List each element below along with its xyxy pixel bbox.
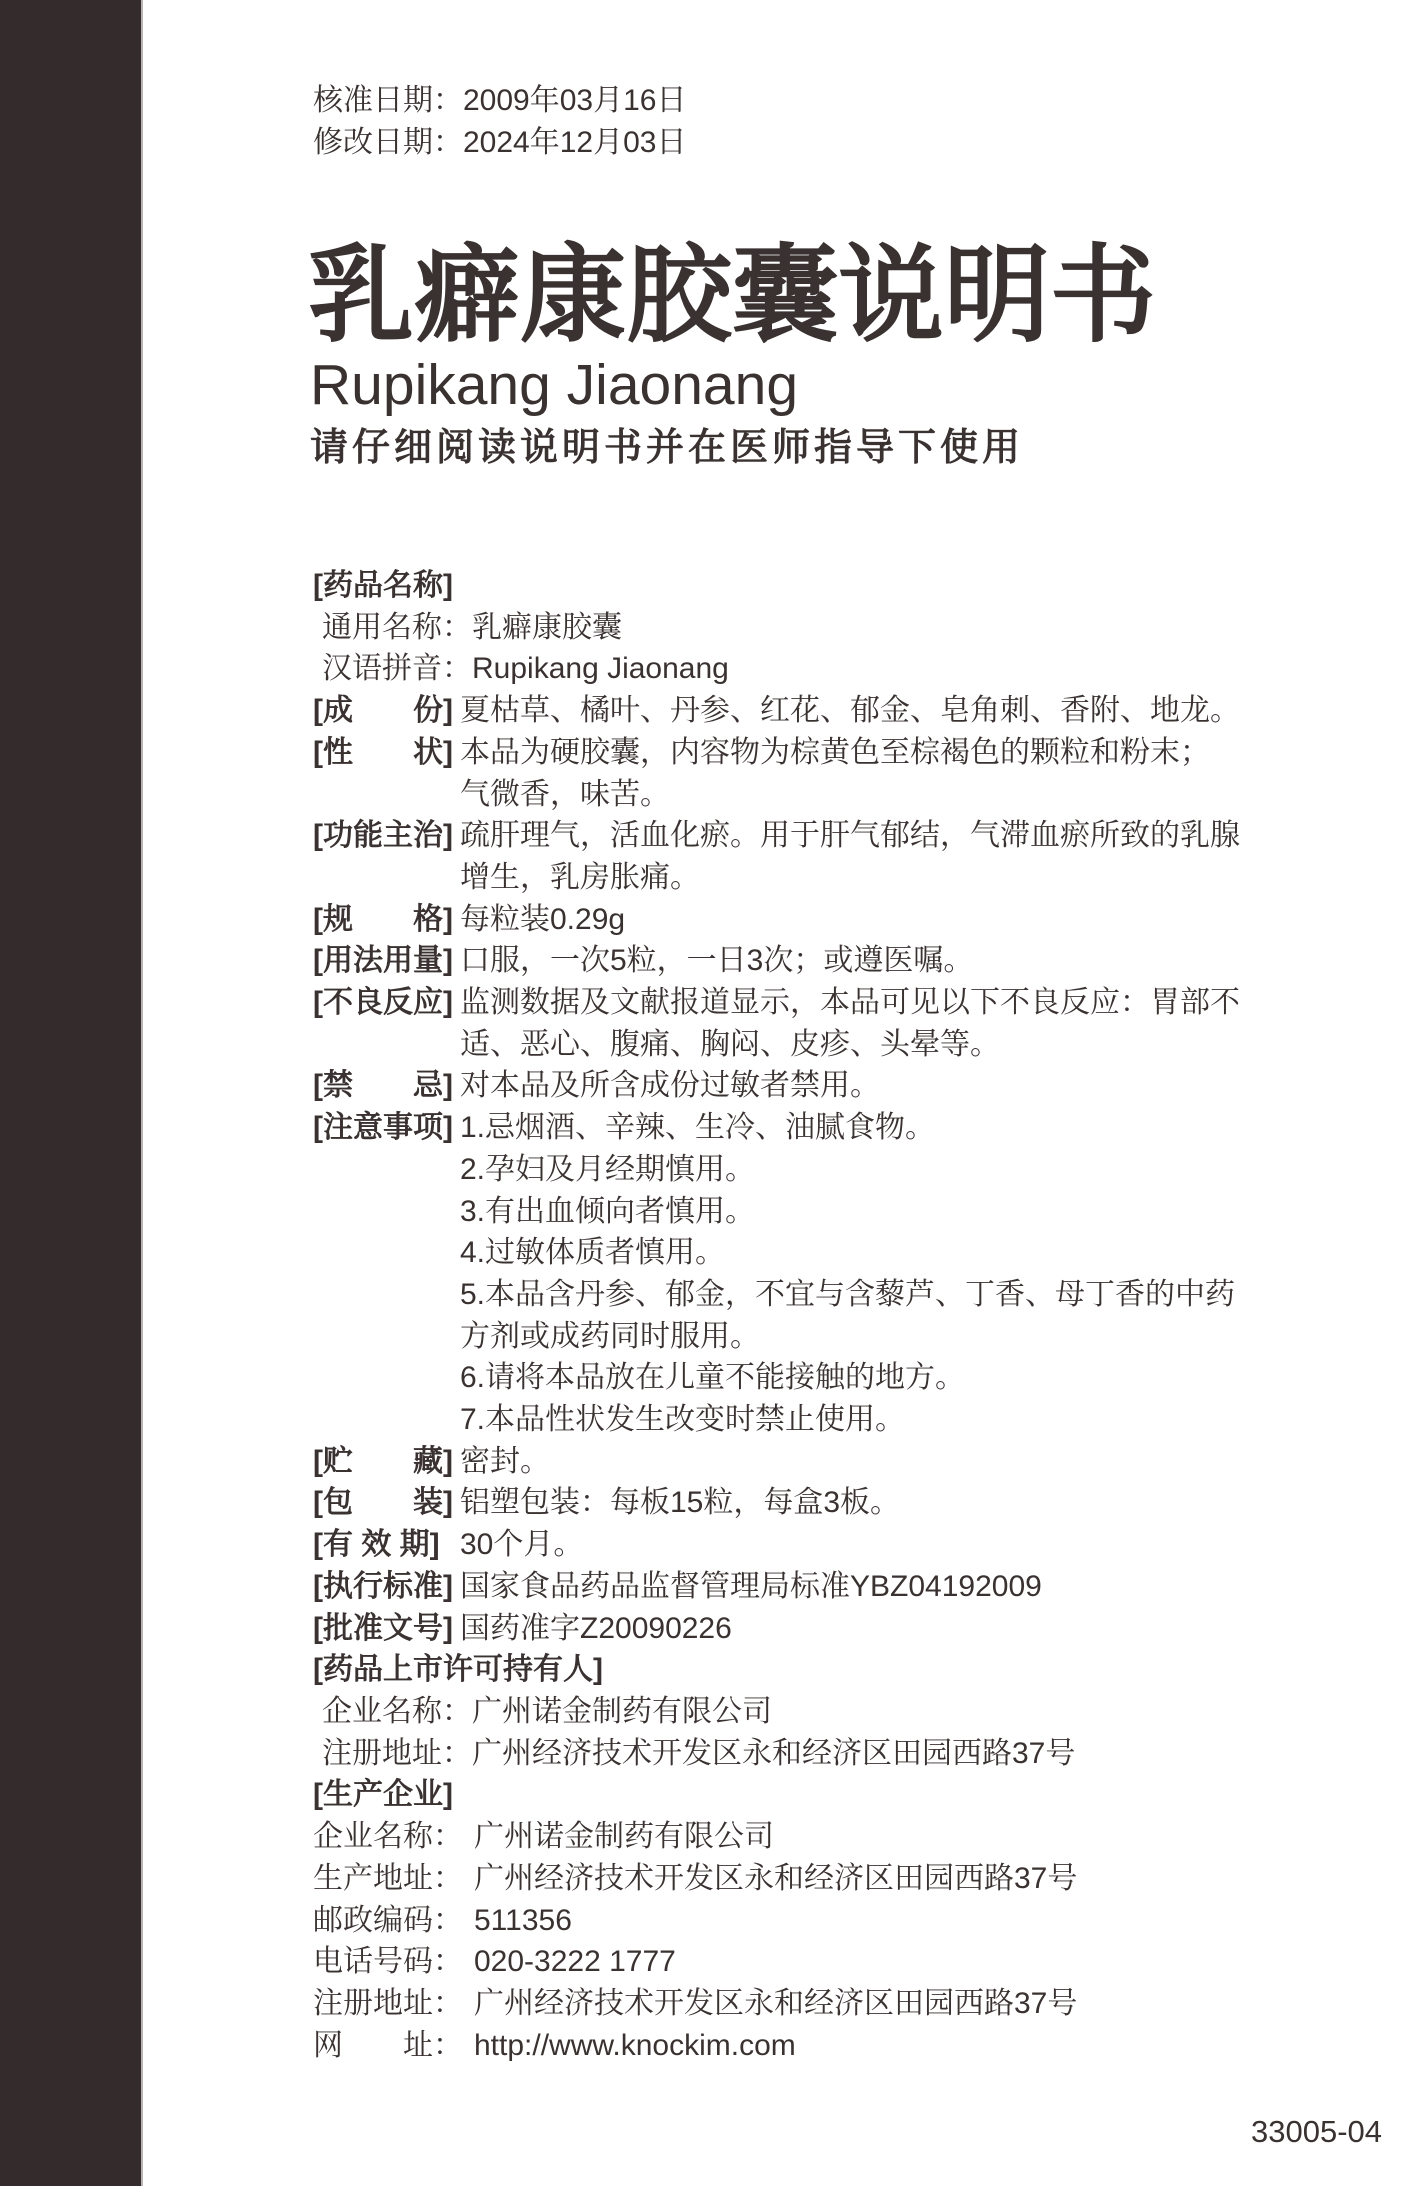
indications-line <box>313 815 1383 857</box>
approval-number-label: [批准文号] <box>313 1611 453 1645</box>
doc-code: 33005-04 <box>1251 2114 1383 2149</box>
precautions-item-2: 2.孕妇及月经期慎用。 <box>460 1152 756 1186</box>
approval-date: 核准日期：2009年03月16日 <box>313 84 687 117</box>
contraindications-label: [禁 忌] <box>313 1069 453 1103</box>
strength-line <box>313 899 1383 941</box>
insert-body <box>313 565 1383 2066</box>
manufacturer-name-line <box>313 1816 1383 1858</box>
precautions-item-7: 7.本品性状发生改变时禁止使用。 <box>460 1403 906 1437</box>
section-header-license-holder: [药品上市许可持有人] <box>313 1653 603 1687</box>
production-address-value: 广州经济技术开发区永和经济区田园西路37号 <box>474 1861 1078 1895</box>
precautions-item-5-cont: 方剂或成药同时服用。 <box>460 1319 760 1353</box>
holder-address-line: 注册地址：广州经济技术开发区永和经济区田园西路37号 <box>322 1736 1076 1770</box>
revision-date: 修改日期：2024年12月03日 <box>313 126 687 159</box>
phone-number-line <box>313 1941 1383 1983</box>
precautions-item-5: 5.本品含丹参、郁金，不宜与含藜芦、丁香、母丁香的中药 <box>460 1277 1236 1311</box>
phone-number-key: 电话号码： <box>313 1945 463 1979</box>
storage-label: [贮 藏] <box>313 1444 453 1478</box>
date-block <box>313 80 686 164</box>
pinyin-title: Rupikang Jiaonang <box>310 353 799 417</box>
description-cont-line: 气微香，味苦。 <box>460 777 670 811</box>
phone-number-value: 020-3222 1777 <box>474 1945 676 1979</box>
manufacturer-name-key: 企业名称： <box>313 1820 463 1854</box>
usage-notice: 请仔细阅读说明书并在医师指导下使用 <box>310 427 1025 469</box>
precautions-item-3: 3.有出血倾向者慎用。 <box>460 1194 756 1228</box>
indications-label: [功能主治] <box>313 819 453 853</box>
packaging-label: [包 装] <box>313 1486 453 1520</box>
precautions-item-1: 1.忌烟酒、辛辣、生冷、油腻食物。 <box>460 1111 936 1145</box>
standard-text: 国家食品药品监督管理局标准YBZ04192009 <box>460 1569 1042 1603</box>
ingredients-text: 夏枯草、橘叶、丹参、红花、郁金、皂角刺、香附、地龙。 <box>460 694 1240 728</box>
precautions-label: [注意事项] <box>313 1111 453 1145</box>
storage-line <box>313 1441 1383 1483</box>
contraindications-text: 对本品及所含成份过敏者禁用。 <box>460 1069 880 1103</box>
precautions-line <box>313 1107 1383 1149</box>
ingredients-line <box>313 690 1383 732</box>
section-header-manufacturer: [生产企业] <box>313 1778 453 1812</box>
strength-text: 每粒装0.29g <box>460 902 626 936</box>
description-text: 本品为硬胶囊，内容物为棕黄色至棕褐色的颗粒和粉末； <box>460 735 1210 769</box>
website-line <box>313 2025 1383 2067</box>
drug-title: 乳癖康胶囊说明书 <box>308 237 1156 355</box>
postal-code-value: 511356 <box>474 1903 572 1937</box>
description-label: [性 状] <box>313 735 453 769</box>
adverse-reactions-cont-line: 适、恶心、腹痛、胸闷、皮疹、头晕等。 <box>460 1027 1000 1061</box>
dosage-text: 口服，一次5粒，一日3次；或遵医嘱。 <box>460 944 974 978</box>
holder-company-line: 企业名称：广州诺金制药有限公司 <box>322 1694 772 1728</box>
adverse-reactions-text: 监测数据及文献报道显示，本品可见以下不良反应：胃部不 <box>460 986 1240 1020</box>
contraindications-line <box>313 1065 1383 1107</box>
adverse-reactions-line <box>313 982 1383 1024</box>
postal-code-line <box>313 1900 1383 1942</box>
shelf-life-line <box>313 1524 1383 1566</box>
production-address-key: 生产地址： <box>313 1861 463 1895</box>
website-value: http://www.knockim.com <box>474 2028 796 2062</box>
precautions-item-6: 6.请将本品放在儿童不能接触的地方。 <box>460 1361 966 1395</box>
indications-text: 疏肝理气，活血化瘀。用于肝气郁结，气滞血瘀所致的乳腺 <box>460 819 1240 853</box>
description-line <box>313 732 1383 774</box>
production-address-line <box>313 1858 1383 1900</box>
manufacturer-name-value: 广州诺金制药有限公司 <box>474 1820 774 1854</box>
storage-text: 密封。 <box>460 1444 550 1478</box>
website-key: 网 址： <box>313 2028 463 2062</box>
dosage-line <box>313 940 1383 982</box>
indications-cont-line: 增生，乳房胀痛。 <box>460 860 700 894</box>
ingredients-label: [成 份] <box>313 694 453 728</box>
registered-address-value: 广州经济技术开发区永和经济区田园西路37号 <box>474 1986 1078 2020</box>
approval-number-line <box>313 1608 1383 1650</box>
shelf-life-text: 30个月。 <box>460 1528 584 1562</box>
registered-address-key: 注册地址： <box>313 1986 463 2020</box>
adverse-reactions-label: [不良反应] <box>313 986 453 1020</box>
standard-label: [执行标准] <box>313 1569 453 1603</box>
strength-label: [规 格] <box>313 902 453 936</box>
registered-address-line <box>313 1983 1383 2025</box>
shelf-life-label: [有 效 期] <box>313 1528 440 1562</box>
postal-code-key: 邮政编码： <box>313 1903 463 1937</box>
section-header-drug-name: [药品名称] <box>313 569 453 602</box>
left-margin-bar <box>0 0 143 2186</box>
packaging-line <box>313 1482 1383 1524</box>
standard-line <box>313 1566 1383 1608</box>
precautions-item-4: 4.过敏体质者慎用。 <box>460 1236 726 1270</box>
packaging-text: 铝塑包装：每板15粒，每盒3板。 <box>460 1486 901 1520</box>
dosage-label: [用法用量] <box>313 944 453 978</box>
approval-number-text: 国药准字Z20090226 <box>460 1611 732 1645</box>
pinyin-name-line: 汉语拼音：Rupikang Jiaonang <box>322 652 729 686</box>
generic-name-line: 通用名称：乳癖康胶囊 <box>322 610 622 644</box>
